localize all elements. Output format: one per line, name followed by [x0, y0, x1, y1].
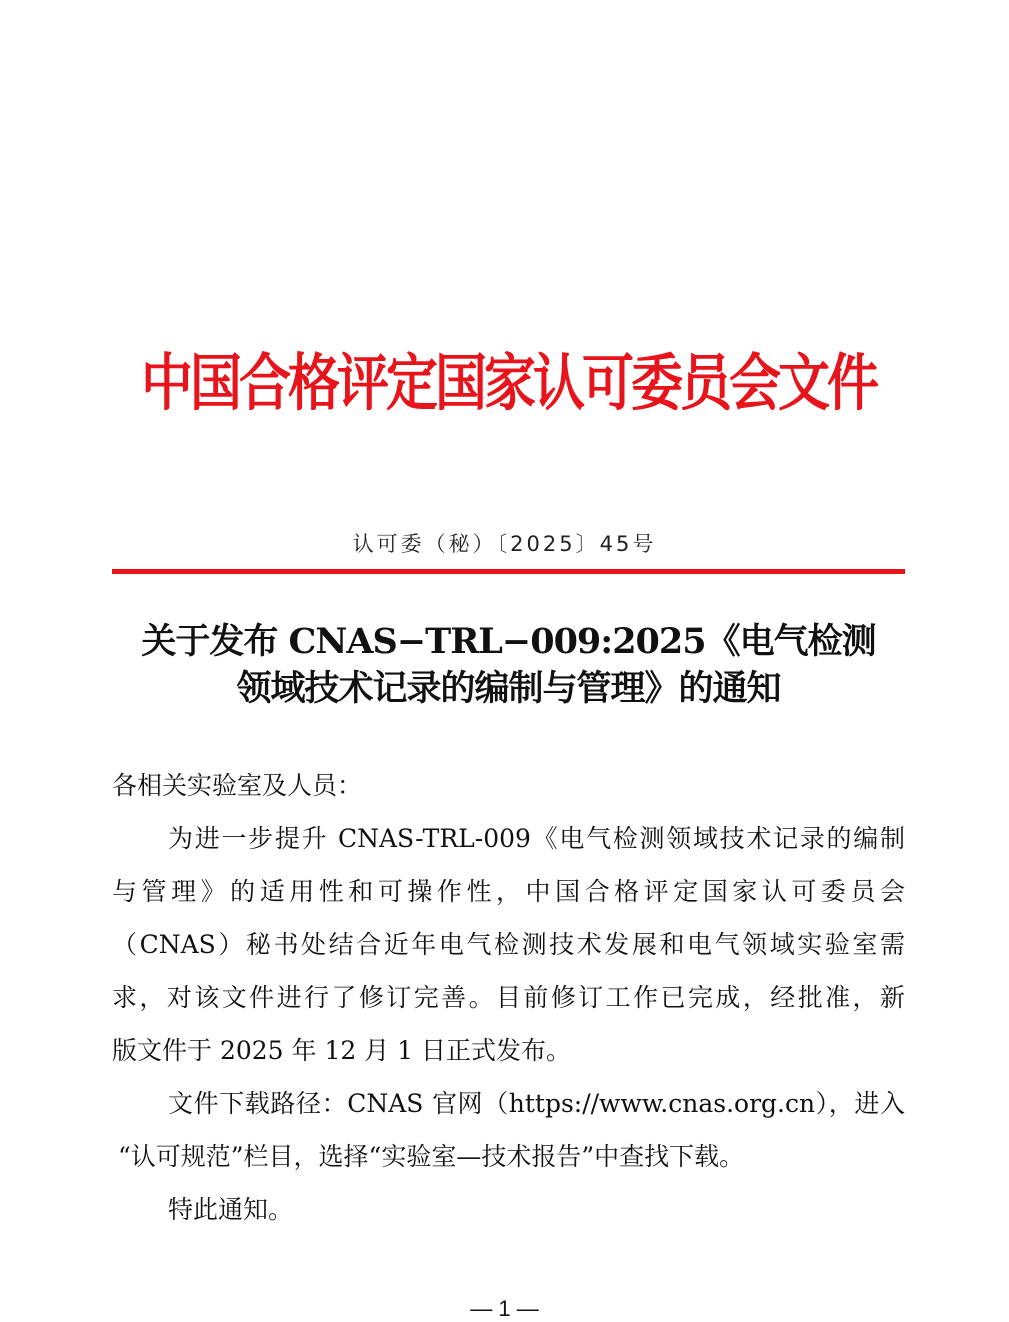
notice-title-line-2: 领域技术记录的编制与管理》的通知 — [236, 668, 781, 709]
page-number: — 1 — — [470, 1296, 539, 1321]
download-path-line: 文件下载路径：CNAS 官网（https://www.cnas.org.cn），进入 — [168, 1089, 905, 1118]
salutation: 各相关实验室及人员： — [112, 771, 363, 800]
closing: 特此通知。 — [168, 1195, 294, 1224]
body-line: 求，对该文件进行了修订完善。目前修订工作已完成，经批准，新 — [112, 983, 905, 1012]
notice-title-line-1: 关于发布 CNAS−TRL−009:2025《电气检测 — [141, 621, 876, 662]
issuing-organization-title: 中国合格评定国家认可委员会文件 — [140, 347, 876, 420]
body-line: （CNAS）秘书处结合近年电气检测技术发展和电气领域实验室需 — [112, 930, 905, 959]
body-line: 版文件于 2025 年 12 月 1 日正式发布。 — [112, 1036, 572, 1065]
document-number: 认可委（秘）〔2025〕45号 — [352, 532, 657, 556]
red-divider-line — [112, 569, 905, 574]
body-line: 为进一步提升 CNAS-TRL-009《电气检测领域技术记录的编制 — [168, 824, 905, 853]
download-path-line: “认可规范”栏目，选择“实验室—技术报告”中查找下载。 — [118, 1142, 745, 1171]
body-line: 与管理》的适用性和可操作性，中国合格评定国家认可委员会 — [112, 877, 905, 906]
